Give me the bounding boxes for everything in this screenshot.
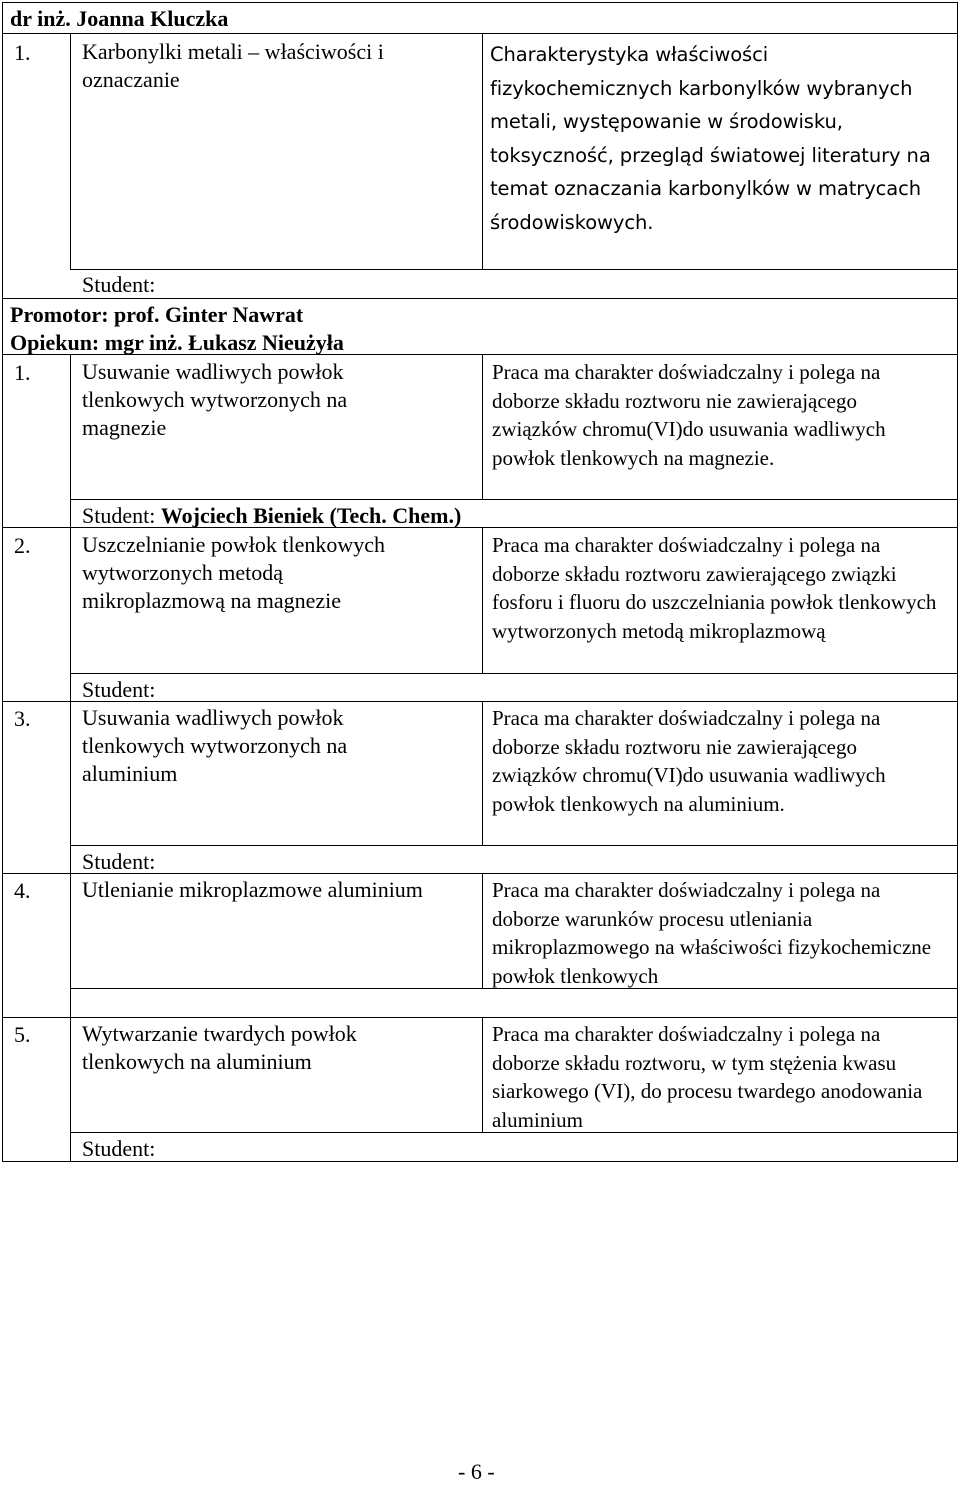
row-divider [2, 1017, 958, 1018]
row-description: Praca ma charakter doświadczalny i polega na doborze składu roztworu zawierającego związki fosforu i fluoru do uszczelniania powłok tlenkowych wytworzonych metodą mikroplazmową [492, 533, 937, 643]
student-label [82, 676, 155, 703]
student-label [82, 1135, 155, 1162]
student-label [82, 502, 461, 529]
row-topic: Wytwarzanie twardych powłok tlenkowych na aluminium [82, 1021, 357, 1074]
row-description: Praca ma charakter doświadczalny i polega na doborze składu roztworu, w tym stężenia kwasu siarkowego (VI), do procesu twardego anodowania aluminium [492, 1022, 923, 1132]
row-description: Praca ma charakter doświadczalny i polega na doborze warunków procesu utleniania mikroplazmowego na właściwości fizykochemiczne powłok tlenkowych [492, 878, 932, 988]
row-number: 1. [14, 40, 31, 65]
page-number: - 6 - [458, 1459, 495, 1484]
student-label-text: Student: [82, 1136, 156, 1161]
promotor-label: Promotor: prof. Ginter Nawrat [10, 302, 304, 327]
student-label [82, 271, 155, 298]
table-border-top [2, 2, 958, 3]
row-divider [2, 298, 958, 299]
student-label-text: Student: [82, 272, 156, 297]
row-number: 4. [14, 878, 31, 903]
row-number: 1. [14, 360, 31, 385]
student-label [82, 848, 155, 875]
col-divider [70, 701, 71, 874]
row-divider [70, 845, 957, 846]
table-border-left [2, 2, 3, 1161]
col-divider [482, 33, 483, 270]
col-divider [70, 873, 71, 1017]
student-label-text: Student: [82, 677, 156, 702]
row-number: 5. [14, 1022, 31, 1047]
row-divider [70, 499, 957, 500]
table-border-right [957, 2, 958, 1161]
row-number: 2. [14, 533, 31, 558]
col-divider [70, 33, 71, 270]
col-divider [70, 354, 71, 527]
row-divider [70, 673, 957, 674]
student-name: Wojciech Bieniek (Tech. Chem.) [160, 503, 462, 528]
student-label-text: Student: [82, 503, 156, 528]
col-divider [482, 354, 483, 499]
opiekun-label: Opiekun: mgr inż. Łukasz Nieużyła [10, 330, 344, 355]
col-divider [70, 527, 71, 701]
row-description: Charakterystyka właściwości fizykochemicznych karbonylków wybranych metali, występowanie w środowisku, toksyczność, przegląd światowej literatury na temat oznaczania karbonylków w matrycach środowiskowych. [490, 43, 931, 234]
row-description: Praca ma charakter doświadczalny i polega na doborze składu roztworu nie zawierającego związków chromu(VI)do usuwania wadliwych powłok tlenkowych na magnezie. [492, 360, 886, 470]
row-divider [70, 269, 957, 270]
row-topic: Utlenianie mikroplazmowe aluminium [82, 877, 423, 902]
row-topic: Usuwanie wadliwych powłok tlenkowych wytworzonych na magnezie [82, 359, 348, 440]
row-topic: Uszczelnianie powłok tlenkowych wytworzonych metodą mikroplazmową na magnezie [82, 532, 386, 613]
col-divider [70, 1017, 71, 1161]
col-divider [482, 701, 483, 846]
row-topic: Karbonylki metali – właściwości i oznaczanie [82, 39, 384, 92]
row-description: Praca ma charakter doświadczalny i polega na doborze składu roztworu nie zawierającego związków chromu(VI)do usuwania wadliwych powłok tlenkowych na aluminium. [492, 706, 886, 816]
row-topic: Usuwania wadliwych powłok tlenkowych wytworzonych na aluminium [82, 705, 348, 786]
page-header: dr inż. Joanna Kluczka [10, 6, 229, 31]
col-divider [482, 527, 483, 673]
row-number: 3. [14, 706, 31, 731]
col-divider [482, 873, 483, 989]
header-row-divider [2, 33, 958, 34]
col-divider [482, 1017, 483, 1133]
student-label-text: Student: [82, 849, 156, 874]
